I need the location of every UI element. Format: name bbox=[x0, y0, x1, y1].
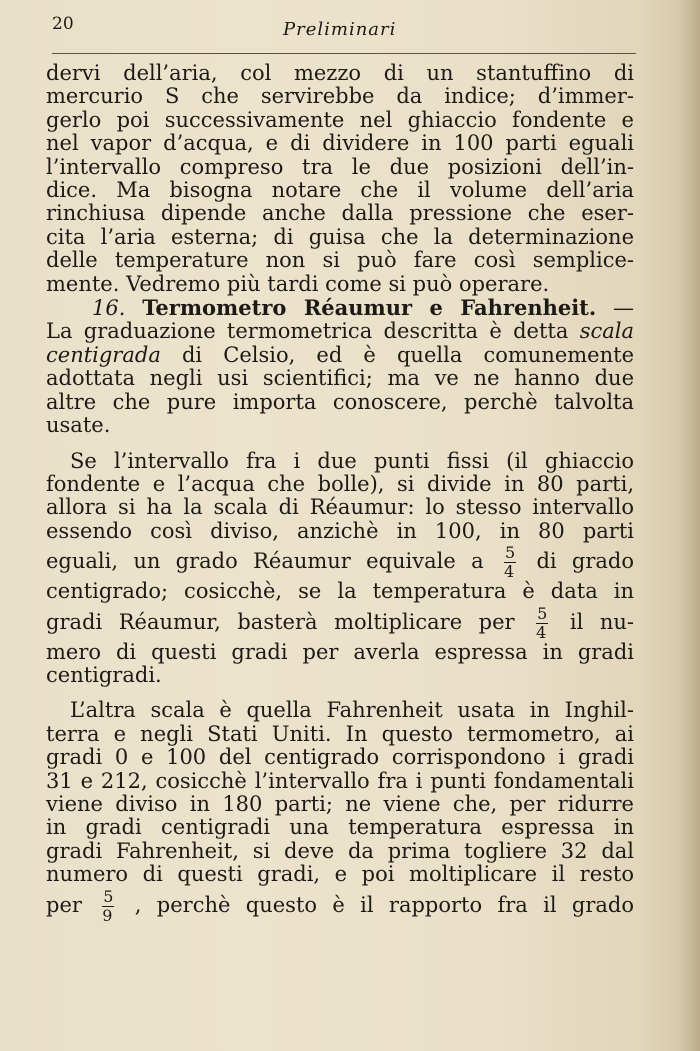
fraction-numerator: 5 bbox=[103, 886, 114, 906]
text-line: fondente e l’acqua che bolle), si divide in 80 parti, bbox=[46, 471, 634, 496]
text-line: nel vapor d’acqua, e di dividere in 100 parti eguali bbox=[46, 131, 634, 156]
fraction bbox=[102, 886, 114, 925]
text-line: mero di questi gradi per averla espressa in gradi bbox=[46, 639, 634, 664]
text-line bbox=[46, 320, 634, 343]
text-line: mente. Vedremo più tardi come si può operare. bbox=[46, 271, 550, 296]
header-rule bbox=[52, 53, 636, 54]
italic-term: centigrada bbox=[46, 342, 161, 367]
text-line: gradi 0 e 100 del centigrado corrispondono i gradi bbox=[46, 745, 634, 770]
text-line: dice. Ma bisogna notare che il volume dell’aria bbox=[46, 178, 634, 203]
text-line bbox=[46, 604, 634, 641]
text-run: eguali, un grado Réaumur equivale a bbox=[46, 549, 484, 574]
page-number: 20 bbox=[52, 14, 74, 34]
text-line: gerlo poi successivamente nel ghiaccio fondente e bbox=[46, 107, 634, 132]
text-run: di grado bbox=[536, 549, 634, 574]
text-run: , perchè questo è il rapporto fra il grado bbox=[134, 892, 634, 917]
text-run: La graduazione termometrica descritta è detta bbox=[46, 319, 569, 344]
text-line: gradi Fahrenheit, si deve da prima togliere 32 dal bbox=[46, 838, 634, 863]
fraction-denominator: 4 bbox=[503, 562, 515, 582]
text-line: l’intervallo compreso tra le due posizioni dell’in- bbox=[46, 154, 634, 179]
text-line: rinchiusa dipende anche dalla pressione che eser- bbox=[46, 201, 634, 226]
fraction-numerator: 5 bbox=[504, 543, 516, 563]
text-line: Se l’intervallo fra i due punti fissi (il ghiaccio bbox=[70, 448, 634, 473]
text-line: allora si ha la scala di Réaumur: lo stesso intervallo bbox=[46, 495, 634, 520]
fraction bbox=[536, 603, 548, 642]
text-run: il nu- bbox=[569, 609, 634, 634]
page-edge-shadow bbox=[678, 0, 700, 1051]
text-line: cita l’aria esterna; di guisa che la determinazione bbox=[46, 224, 634, 249]
fraction bbox=[504, 545, 516, 580]
body-text bbox=[46, 62, 634, 924]
section-number: 16. bbox=[92, 296, 126, 321]
text-line: L’altra scala è quella Fahrenheit usata in Inghil- bbox=[70, 698, 634, 723]
text-line bbox=[46, 887, 634, 924]
text-line: in gradi centigradi una temperatura espressa in bbox=[46, 815, 634, 840]
text-line: centigradi. bbox=[46, 662, 162, 687]
text-line: usate. bbox=[46, 413, 111, 438]
text-run: per bbox=[46, 892, 82, 917]
section-title: Termometro Réaumur e Fahrenheit. bbox=[142, 295, 597, 321]
fraction-denominator: 4 bbox=[536, 622, 547, 642]
text-line: adottata negli usi scientifici; ma ve ne hanno due bbox=[46, 366, 634, 391]
text-line: altre che pure importa conoscere, perchè talvolta bbox=[46, 389, 634, 414]
text-run: di Celsio, ed è quella comunemente bbox=[181, 342, 634, 367]
text-line: numero di questi gradi, e poi moltiplicare il resto bbox=[46, 862, 634, 887]
text-line: terra e negli Stati Uniti. In questo termometro, ai bbox=[46, 721, 634, 746]
text-line: 31 e 212, cosicchè l’intervallo fra i punti fondamentali bbox=[46, 768, 634, 793]
text-line: essendo così diviso, anzichè in 100, in 80 parti bbox=[46, 518, 634, 543]
running-head: Preliminari bbox=[283, 19, 397, 40]
text-line bbox=[46, 543, 634, 580]
section-dash: — bbox=[612, 296, 634, 321]
italic-term: scala bbox=[579, 319, 634, 344]
text-line: mercurio S che servirebbe da indice; d’immer- bbox=[46, 84, 634, 109]
text-line: dervi dell’aria, col mezzo di un stantuffino di bbox=[46, 61, 634, 85]
text-run: gradi Réaumur, basterà moltiplicare per bbox=[46, 609, 515, 634]
text-line: viene diviso in 180 parti; ne viene che, per ridurre bbox=[46, 791, 634, 816]
text-line: delle temperature non si può fare così semplice- bbox=[46, 248, 634, 273]
section-heading bbox=[46, 296, 634, 320]
fraction-denominator: 9 bbox=[102, 905, 113, 925]
text-line bbox=[46, 344, 634, 367]
fraction-numerator: 5 bbox=[537, 603, 548, 623]
text-line: centigrado; cosicchè, se la temperatura è data in bbox=[46, 579, 634, 604]
